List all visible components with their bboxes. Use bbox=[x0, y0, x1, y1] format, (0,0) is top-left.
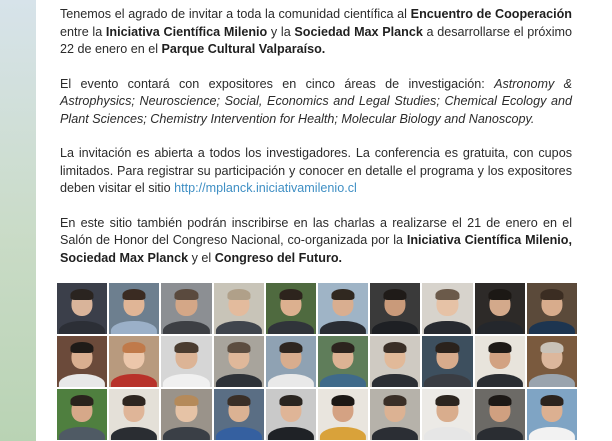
organizer-max-planck: Sociedad Max Planck bbox=[294, 24, 423, 39]
person-shoulders bbox=[111, 374, 157, 387]
person-shoulders bbox=[424, 374, 470, 387]
person-shoulders bbox=[268, 321, 314, 334]
person-shoulders bbox=[477, 321, 523, 334]
research-areas: Astronomy & Astrophysics; Neuroscience; Social, Economics and Legal Studies; Chemical Ecology and Plant Sciences; Chemistry Intervention for Health; Molecular Biology and Nanoscopy. bbox=[60, 76, 572, 126]
text: La invitación es abierta a todos los investigadores. La conferencia es gratuita, con cupos limitados. Para registrar su participación y conocer en detalle el programa y los expositores deben visitar el sitio bbox=[60, 146, 572, 195]
person-hair bbox=[279, 395, 302, 406]
speaker-photo bbox=[318, 389, 368, 440]
person-shoulders bbox=[216, 374, 262, 387]
speaker-photo bbox=[57, 283, 107, 334]
person-hair bbox=[436, 395, 459, 406]
speaker-photo bbox=[370, 336, 420, 387]
event-name: Encuentro de Cooperación bbox=[410, 7, 572, 21]
person-shoulders bbox=[268, 427, 314, 440]
speaker-photo bbox=[475, 283, 525, 334]
speaker-photo bbox=[266, 336, 316, 387]
text: entre la bbox=[60, 24, 106, 39]
person-hair bbox=[71, 289, 94, 300]
person-hair bbox=[384, 289, 407, 300]
speaker-photo-grid bbox=[57, 283, 577, 441]
speaker-photo bbox=[527, 336, 577, 387]
speaker-photo bbox=[422, 336, 472, 387]
person-shoulders bbox=[320, 427, 366, 440]
person-shoulders bbox=[59, 321, 105, 334]
person-hair bbox=[279, 289, 302, 300]
paragraph-intro bbox=[60, 6, 572, 59]
co-organizers: Iniciativa Científica Milenio, Sociedad Max Planck bbox=[60, 233, 572, 265]
speaker-photo bbox=[161, 389, 211, 440]
person-hair bbox=[227, 342, 250, 353]
speaker-photo bbox=[370, 283, 420, 334]
speaker-photo bbox=[57, 389, 107, 440]
speaker-photo bbox=[161, 283, 211, 334]
person-hair bbox=[488, 395, 511, 406]
person-hair bbox=[332, 395, 355, 406]
speaker-photo bbox=[475, 336, 525, 387]
person-hair bbox=[436, 342, 459, 353]
speaker-photo bbox=[109, 336, 159, 387]
person-shoulders bbox=[320, 374, 366, 387]
text: y el bbox=[188, 250, 215, 265]
person-hair bbox=[540, 289, 563, 300]
person-hair bbox=[227, 289, 250, 300]
speaker-photo bbox=[109, 389, 159, 440]
person-shoulders bbox=[163, 374, 209, 387]
venue: Parque Cultural Valparaíso. bbox=[161, 42, 326, 56]
person-hair bbox=[227, 395, 250, 406]
person-shoulders bbox=[529, 321, 575, 334]
speaker-photo bbox=[214, 389, 264, 440]
speaker-photo bbox=[266, 283, 316, 334]
person-hair bbox=[71, 395, 94, 406]
paragraph-talks bbox=[60, 215, 572, 268]
person-hair bbox=[384, 342, 407, 353]
speaker-photo bbox=[527, 283, 577, 334]
text: En este sitio también podrán inscribirse en las charlas a realizarse el 21 de enero en el Salón de Honor del Congreso Nacional, co-organizada por la bbox=[60, 215, 572, 247]
invitation-text bbox=[60, 6, 572, 284]
person-shoulders bbox=[216, 427, 262, 440]
person-shoulders bbox=[163, 321, 209, 334]
person-shoulders bbox=[216, 321, 262, 334]
person-hair bbox=[488, 342, 511, 353]
person-shoulders bbox=[424, 321, 470, 334]
person-shoulders bbox=[163, 427, 209, 440]
speaker-photo bbox=[57, 336, 107, 387]
registration-link[interactable]: http://mplanck.iniciativamilenio.cl bbox=[174, 181, 357, 195]
text: a desarrollarse el próximo 22 de enero en el bbox=[60, 24, 572, 56]
person-shoulders bbox=[268, 374, 314, 387]
text: El evento contará con expositores en cinco áreas de investigación: bbox=[60, 76, 495, 91]
person-shoulders bbox=[424, 427, 470, 440]
speaker-photo bbox=[214, 336, 264, 387]
person-shoulders bbox=[529, 374, 575, 387]
person-hair bbox=[540, 342, 563, 353]
person-hair bbox=[279, 342, 302, 353]
speaker-photo bbox=[422, 283, 472, 334]
person-shoulders bbox=[372, 374, 418, 387]
person-hair bbox=[123, 395, 146, 406]
paragraph-areas bbox=[60, 76, 572, 129]
person-hair bbox=[123, 289, 146, 300]
person-shoulders bbox=[372, 427, 418, 440]
person-hair bbox=[332, 342, 355, 353]
speaker-photo bbox=[422, 389, 472, 440]
person-hair bbox=[175, 289, 198, 300]
person-hair bbox=[71, 342, 94, 353]
person-shoulders bbox=[59, 427, 105, 440]
person-hair bbox=[540, 395, 563, 406]
speaker-photo bbox=[318, 283, 368, 334]
speaker-photo bbox=[475, 389, 525, 440]
text: Tenemos el agrado de invitar a toda la comunidad científica al bbox=[60, 7, 411, 21]
text: y la bbox=[267, 24, 295, 39]
congreso-del-futuro: Congreso del Futuro. bbox=[214, 250, 343, 265]
person-hair bbox=[175, 342, 198, 353]
person-hair bbox=[384, 395, 407, 406]
speaker-photo bbox=[161, 336, 211, 387]
person-shoulders bbox=[372, 321, 418, 334]
organizer-milenio: Iniciativa Científica Milenio bbox=[105, 24, 268, 39]
person-shoulders bbox=[477, 427, 523, 440]
decorative-left-band bbox=[0, 0, 36, 441]
person-shoulders bbox=[477, 374, 523, 387]
person-hair bbox=[332, 289, 355, 300]
paragraph-registration bbox=[60, 145, 572, 198]
person-shoulders bbox=[59, 374, 105, 387]
speaker-photo bbox=[214, 283, 264, 334]
person-shoulders bbox=[529, 427, 575, 440]
speaker-photo bbox=[370, 389, 420, 440]
person-shoulders bbox=[111, 321, 157, 334]
person-hair bbox=[488, 289, 511, 300]
person-hair bbox=[175, 395, 198, 406]
speaker-photo bbox=[109, 283, 159, 334]
person-shoulders bbox=[320, 321, 366, 334]
speaker-photo bbox=[318, 336, 368, 387]
speaker-photo bbox=[266, 389, 316, 440]
person-hair bbox=[123, 342, 146, 353]
speaker-photo bbox=[527, 389, 577, 440]
person-hair bbox=[436, 289, 459, 300]
person-shoulders bbox=[111, 427, 157, 440]
